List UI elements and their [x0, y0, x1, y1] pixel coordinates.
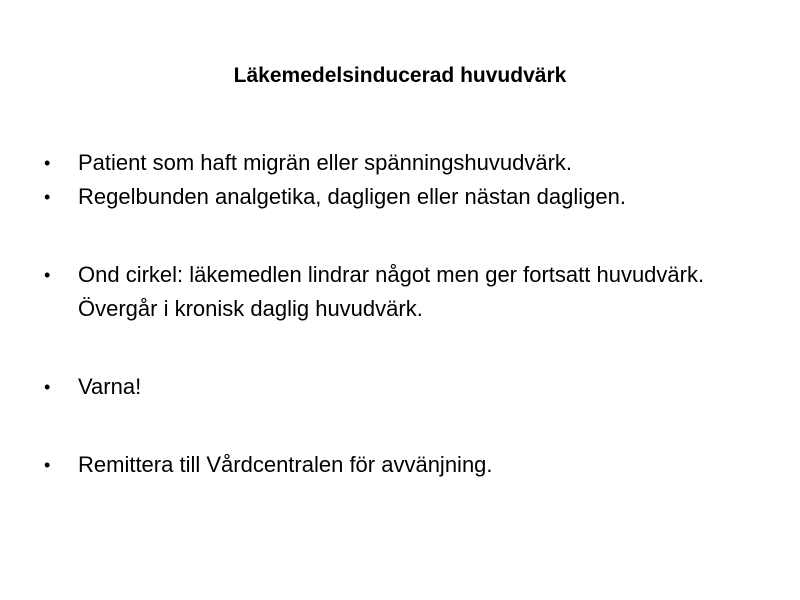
bullet-item: [40, 258, 760, 326]
bullet-marker: •: [44, 377, 51, 397]
bullet-item: [40, 448, 760, 482]
bullet-marker: •: [44, 455, 51, 475]
bullet-marker: •: [44, 153, 51, 173]
bullet-text: Varna!: [78, 374, 142, 399]
bullet-item: [40, 146, 760, 180]
bullet-item: [40, 180, 760, 214]
bullet-text: Patient som haft migrän eller spänningshuvudvärk.: [78, 150, 573, 175]
bullet-text: Ond cirkel: läkemedlen lindrar något men ger fortsatt huvudvärk. Övergår i kronisk daglig huvudvärk.: [78, 262, 705, 321]
bullet-list: [40, 146, 760, 482]
bullet-text: Remittera till Vårdcentralen för avvänjning.: [78, 452, 493, 477]
bullet-item: [40, 370, 760, 404]
slide-title: Läkemedelsinducerad huvudvärk: [233, 64, 567, 87]
bullet-marker: •: [44, 187, 51, 207]
bullet-text: Regelbunden analgetika, dagligen eller nästan dagligen.: [78, 184, 626, 209]
bullet-marker: •: [44, 265, 51, 285]
